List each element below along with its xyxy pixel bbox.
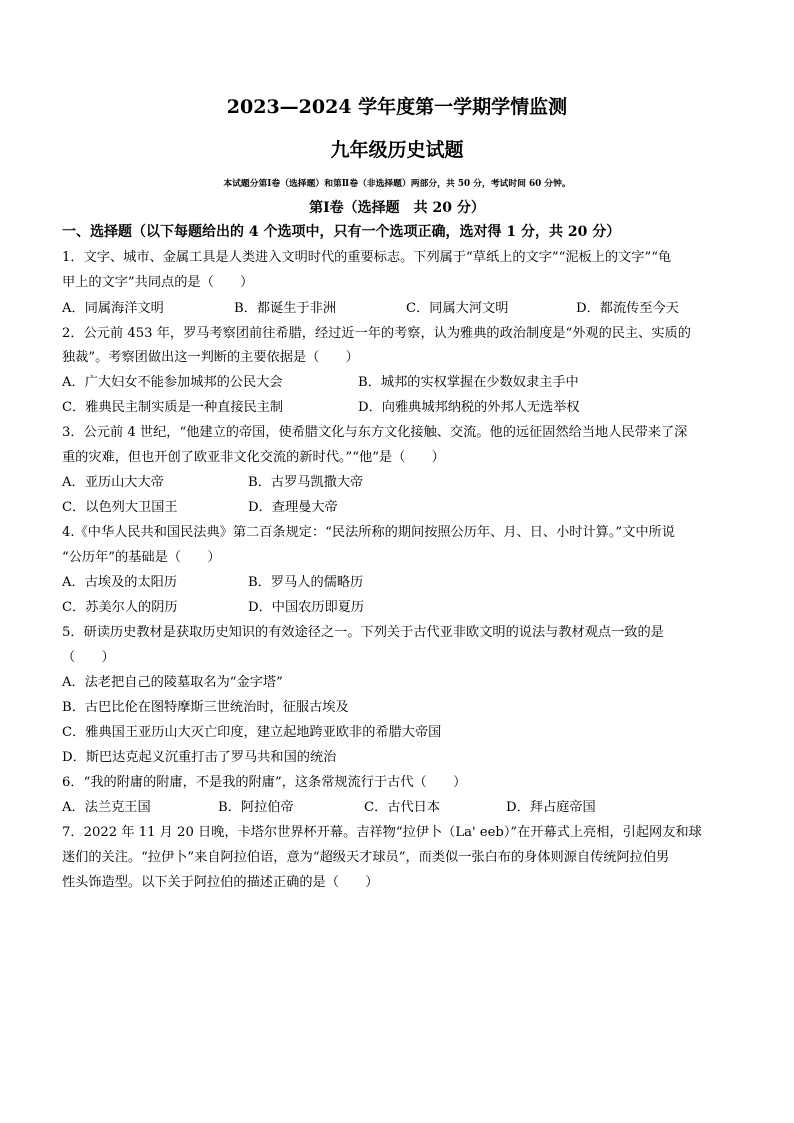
question-4-text-cont: “公历年”的基础是（ ）: [62, 550, 221, 565]
question-7-text-cont-2: 性头饰造型。以下关于阿拉伯的描述正确的是（ ）: [62, 875, 379, 890]
question-1-text: 1．文字、城市、金属工具是人类进入文明时代的重要标志。下列属于“草纸上的文字”“泥板上的文字”“龟: [62, 250, 672, 265]
question-5-option-c: C．雅典国王亚历山大灭亡印度，建立起地跨亚欧非的希腊大帝国: [62, 725, 442, 740]
question-6-option-a: A．法兰克王国: [62, 800, 151, 815]
question-4-option-a: A．古埃及的太阳历: [62, 575, 178, 590]
question-4-option-d: D．中国农历即夏历: [248, 600, 365, 615]
question-2-option-a: A．广大妇女不能参加城邦的公民大会: [62, 375, 283, 390]
question-6-option-d: D．拜占庭帝国: [506, 800, 596, 815]
section-heading: 一、选择题（以下每题给出的 4 个选项中，只有一个选项正确，选对得 1 分，共 20 分）: [62, 224, 621, 240]
question-2-option-d: D．向雅典城邦纳税的外邦人无选举权: [358, 400, 580, 415]
question-6-text: 6．“我的附庸的附庸，不是我的附庸”，这条常规流行于古代（ ）: [62, 775, 467, 790]
question-6-option-b: B．阿拉伯帝: [218, 800, 294, 815]
exam-instructions: 本试题分第Ⅰ卷（选择题）和第Ⅱ卷（非选择题）两部分，共 50 分，考试时间 60 分钟。: [223, 179, 571, 189]
question-5-text: 5．研读历史教材是获取历史知识的有效途径之一。下列关于古代亚非欧文明的说法与教材观点一致的是: [62, 625, 664, 640]
question-3-text-cont: 重的灾难，但也开创了欧亚非文化交流的新时代。”“他”是（ ）: [62, 450, 445, 465]
question-5-option-b: B．古巴比伦在图特摩斯三世统治时，征服古埃及: [62, 700, 349, 715]
question-1-text-cont: 甲上的文字”共同点的是（ ）: [62, 275, 254, 290]
question-7-text-cont: 迷们的关注。“拉伊卜”来自阿拉伯语，意为“超级天才球员”，而类似一张白布的身体则源自传统阿拉伯男: [62, 850, 670, 865]
question-2-option-b: B．城邦的实权掌握在少数奴隶主手中: [358, 375, 579, 390]
question-1-option-d: D．都流传至今天: [576, 301, 679, 316]
question-5-option-d: D．斯巴达克起义沉重打击了罗马共和国的统治: [62, 750, 337, 765]
question-3-option-a: A．亚历山大大帝: [62, 475, 164, 490]
part-heading: 第Ⅰ卷（选择题 共 20 分）: [309, 200, 485, 216]
question-7-text: 7．2022 年 11 月 20 日晚，卡塔尔世界杯开幕。吉祥物“拉伊卜（La' eeb）”在开幕式上亮相，引起网友和球: [62, 825, 702, 840]
question-5-text-cont: （ ）: [62, 650, 115, 665]
question-1-option-c: C．同属大河文明: [406, 301, 509, 316]
exam-title: 2023—2024 学年度第一学期学情监测: [226, 96, 568, 118]
question-3-option-d: D．查理曼大帝: [248, 500, 338, 515]
question-3-option-b: B．古罗马凯撒大帝: [248, 475, 364, 490]
question-1-option-b: B．都诞生于非洲: [234, 301, 337, 316]
exam-subtitle: 九年级历史试题: [330, 139, 464, 161]
question-2-text: 2．公元前 453 年，罗马考察团前往希腊，经过近一年的考察，认为雅典的政治制度是“外观的民主、实质的: [62, 326, 691, 341]
question-1-option-a: A．同属海洋文明: [62, 301, 164, 316]
question-5-option-a: A．法老把自己的陵墓取名为“金字塔”: [62, 675, 283, 690]
question-3-option-c: C．以色列大卫国王: [62, 500, 178, 515]
question-2-text-cont: 独裁”。考察团做出这一判断的主要依据是（ ）: [62, 350, 359, 365]
question-3-text: 3．公元前 4 世纪，“他建立的帝国，使希腊文化与东方文化接触、交流。他的远征固然给当地人民带来了深: [62, 425, 688, 440]
question-4-option-c: C．苏美尔人的阴历: [62, 600, 178, 615]
question-2-option-c: C．雅典民主制实质是一种直接民主制: [62, 400, 284, 415]
question-4-option-b: B．罗马人的儒略历: [248, 575, 364, 590]
question-4-text: 4.《中华人民共和国民法典》第二百条规定：“民法所称的期间按照公历年、月、日、小时计算。”文中所说: [62, 525, 675, 540]
question-6-option-c: C．古代日本: [364, 800, 441, 815]
